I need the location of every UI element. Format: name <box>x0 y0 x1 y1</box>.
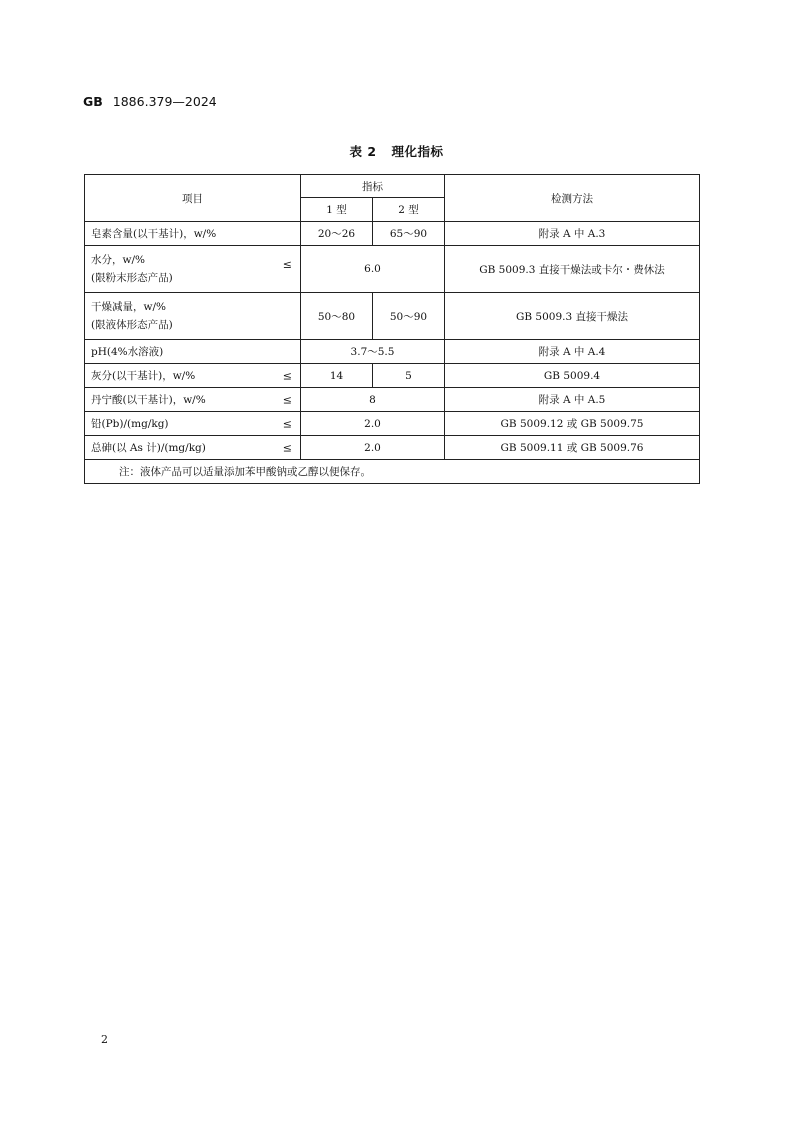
table-note-row <box>85 460 700 484</box>
row-item <box>85 246 301 293</box>
col-header-index: 指标 <box>301 175 445 198</box>
le-symbol: ≤ <box>282 369 292 382</box>
col-header-method: 检测方法 <box>445 175 700 222</box>
table-row <box>85 364 700 388</box>
standard-header <box>83 94 217 109</box>
le-symbol: ≤ <box>282 417 292 430</box>
row-item <box>85 293 301 340</box>
row-item <box>85 412 301 436</box>
standard-number: 1886.379—2024 <box>112 94 217 109</box>
row-item-line1: 干燥减量，w/% <box>91 301 167 313</box>
row-method: GB 5009.4 <box>445 364 700 388</box>
row-method: GB 5009.12 或 GB 5009.75 <box>445 412 700 436</box>
row-method: 附录 A 中 A.5 <box>445 388 700 412</box>
table-row <box>85 412 700 436</box>
row-type2-value: 5 <box>373 364 445 388</box>
row-type2-value: 50～90 <box>373 293 445 340</box>
row-merged-value: 2.0 <box>301 412 445 436</box>
row-merged-value: 3.7～5.5 <box>301 340 445 364</box>
row-method: GB 5009.11 或 GB 5009.76 <box>445 436 700 460</box>
row-item: pH(4%水溶液) <box>85 340 301 364</box>
row-type1-value: 20～26 <box>301 222 373 246</box>
row-item <box>85 388 301 412</box>
row-item <box>85 364 301 388</box>
row-merged-value: 2.0 <box>301 436 445 460</box>
spec-table <box>84 174 700 484</box>
table-row <box>85 246 700 293</box>
row-item-line2: (限液体形态产品) <box>91 319 173 331</box>
row-method: 附录 A 中 A.4 <box>445 340 700 364</box>
row-method: GB 5009.3 直接干燥法或卡尔・费休法 <box>445 246 700 293</box>
row-merged-value: 6.0 <box>301 246 445 293</box>
row-item-label: 灰分(以干基计)，w/% <box>91 370 196 382</box>
row-item: 皂素含量(以干基计)，w/% <box>85 222 301 246</box>
row-item-label: 丹宁酸(以干基计)，w/% <box>91 394 206 406</box>
table-number: 表 2 <box>349 144 377 159</box>
page-number: 2 <box>101 1033 108 1046</box>
row-method: GB 5009.3 直接干燥法 <box>445 293 700 340</box>
row-item <box>85 436 301 460</box>
table-row <box>85 222 700 246</box>
row-method: 附录 A 中 A.3 <box>445 222 700 246</box>
row-item-label: 铅(Pb)/(mg/kg) <box>91 418 169 430</box>
table-title <box>0 142 793 160</box>
table-note: 注：液体产品可以适量添加苯甲酸钠或乙醇以便保存。 <box>85 460 700 484</box>
table-row <box>85 340 700 364</box>
table-caption: 理化指标 <box>391 144 444 159</box>
table-row <box>85 293 700 340</box>
col-header-type2: 2 型 <box>373 198 445 222</box>
le-symbol: ≤ <box>282 393 292 406</box>
le-symbol: ≤ <box>282 441 292 454</box>
row-item-line2: (限粉末形态产品) <box>91 272 173 284</box>
row-item-label: 总砷(以 As 计)/(mg/kg) <box>91 442 206 454</box>
row-item-line1: 水分，w/% <box>91 254 146 266</box>
col-header-type1: 1 型 <box>301 198 373 222</box>
row-type2-value: 65～90 <box>373 222 445 246</box>
table-row <box>85 436 700 460</box>
row-type1-value: 14 <box>301 364 373 388</box>
table-header-row <box>85 175 700 198</box>
row-type1-value: 50～80 <box>301 293 373 340</box>
table-row <box>85 388 700 412</box>
le-symbol: ≤ <box>282 258 292 271</box>
row-merged-value: 8 <box>301 388 445 412</box>
gb-label: GB <box>83 94 103 109</box>
col-header-item: 项目 <box>85 175 301 222</box>
